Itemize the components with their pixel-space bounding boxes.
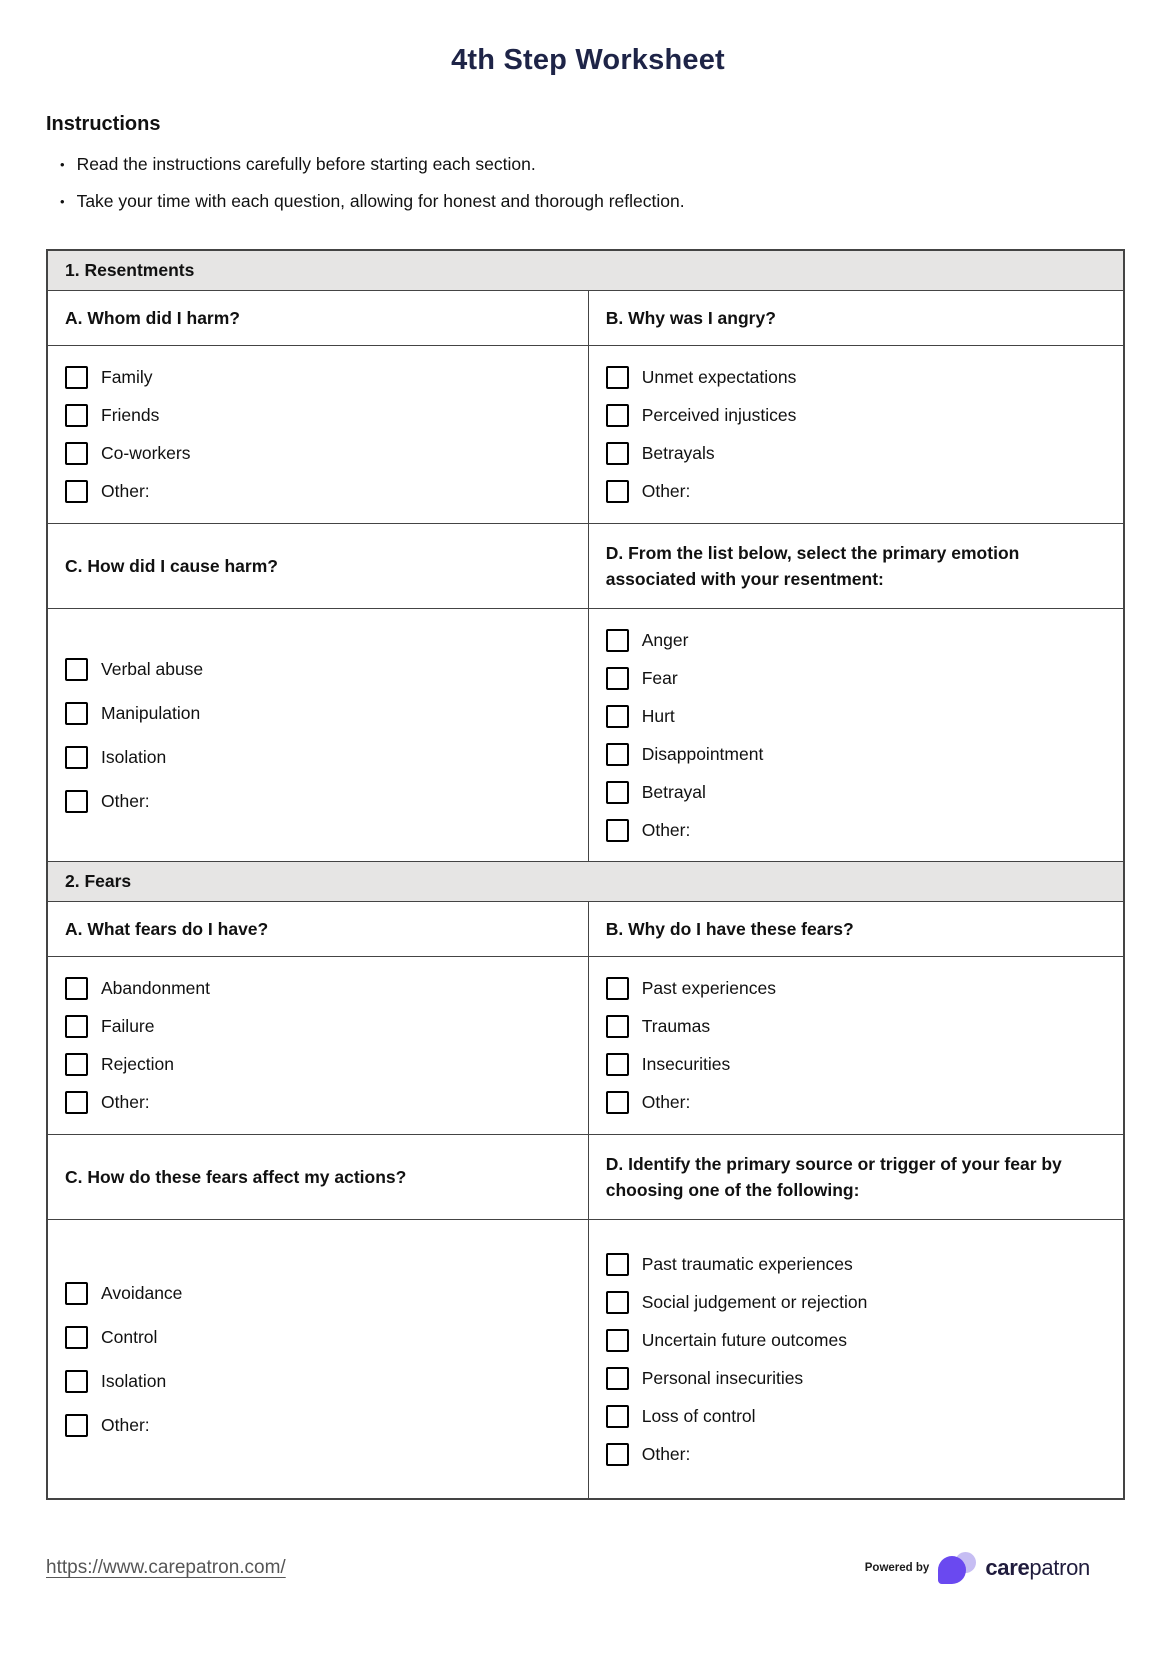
page-title: 4th Step Worksheet — [451, 44, 725, 76]
checkbox[interactable] — [606, 1367, 629, 1390]
checkbox[interactable] — [65, 790, 88, 813]
checkbox[interactable] — [65, 1326, 88, 1349]
checkbox[interactable] — [65, 1414, 88, 1437]
option-label: Friends — [101, 405, 160, 425]
checkbox[interactable] — [606, 781, 629, 804]
checkbox[interactable] — [606, 1015, 629, 1038]
section-header-fears: 2. Fears — [48, 862, 1123, 902]
checkbox[interactable] — [65, 658, 88, 681]
quadrant-c-heading: C. How did I cause harm? — [48, 524, 589, 608]
option-label: Other: — [641, 819, 691, 840]
checkbox-option-other[interactable] — [65, 1091, 571, 1114]
checkbox[interactable] — [606, 1091, 629, 1114]
option-label: Unmet expectations — [641, 367, 797, 387]
page-footer — [46, 1550, 1090, 1586]
checkbox[interactable] — [65, 1282, 88, 1305]
quadrant-d-options — [589, 1220, 1123, 1498]
quadrant-a-heading: A. Whom did I harm? — [48, 291, 589, 345]
option-label: Perceived injustices — [641, 405, 797, 425]
checkbox[interactable] — [65, 366, 88, 389]
quadrant-c-heading: C. How do these fears affect my actions? — [48, 1135, 589, 1219]
option-label: Control — [101, 1326, 158, 1347]
checkbox-option-fear[interactable] — [606, 667, 1106, 690]
checkbox[interactable] — [606, 705, 629, 728]
checkbox[interactable] — [606, 1329, 629, 1352]
resentments-ab-heading-row — [48, 291, 1123, 346]
checkbox[interactable] — [606, 1443, 629, 1466]
fears-cd-heading-row — [48, 1135, 1123, 1220]
bullet-icon: • — [60, 157, 65, 172]
option-label: Betrayal — [641, 781, 706, 802]
checkbox[interactable] — [606, 1405, 629, 1428]
option-label: Hurt — [641, 705, 675, 726]
option-label: Fear — [641, 667, 678, 688]
checkbox[interactable] — [65, 1053, 88, 1076]
instructions-heading: Instructions — [46, 113, 161, 135]
option-label: Social judgement or rejection — [641, 1291, 868, 1312]
checkbox-option-co-workers[interactable] — [65, 442, 571, 465]
checkbox[interactable] — [65, 702, 88, 725]
quadrant-d-options — [589, 609, 1123, 861]
checkbox-option-loss-of-control[interactable] — [606, 1405, 1106, 1428]
section-header-resentments: 1. Resentments — [48, 251, 1123, 291]
instructions-list — [46, 152, 1125, 215]
checkbox-option-isolation[interactable] — [65, 746, 571, 769]
quadrant-c-options — [48, 1220, 589, 1498]
option-label: Other: — [641, 1092, 691, 1113]
checkbox[interactable] — [65, 746, 88, 769]
quadrant-d-heading: D. From the list below, select the primary emotion associated with your resentment: — [605, 542, 1020, 589]
instructions-block — [46, 113, 1125, 215]
checkbox[interactable] — [606, 1053, 629, 1076]
option-label: Isolation — [101, 746, 167, 767]
checkbox-option-rejection[interactable] — [65, 1053, 571, 1076]
checkbox-option-social-judgement[interactable] — [606, 1291, 1106, 1314]
checkbox-option-traumas[interactable] — [606, 1015, 1106, 1038]
option-label: Anger — [641, 629, 689, 650]
option-label: Personal insecurities — [641, 1367, 804, 1388]
instruction-item — [46, 189, 1125, 214]
checkbox[interactable] — [606, 743, 629, 766]
checkbox-option-betrayal[interactable] — [606, 781, 1106, 804]
carepatron-wordmark: carepatron — [985, 1555, 1090, 1581]
checkbox-option-failure[interactable] — [65, 1015, 571, 1038]
checkbox-option-avoidance[interactable] — [65, 1282, 571, 1305]
checkbox-option-friends[interactable] — [65, 404, 571, 427]
option-label: Betrayals — [641, 443, 715, 463]
option-label: Other: — [101, 481, 150, 501]
checkbox[interactable] — [606, 667, 629, 690]
checkbox-option-insecurities[interactable] — [606, 1053, 1106, 1076]
option-label: Family — [101, 367, 153, 387]
option-label: Insecurities — [641, 1054, 731, 1075]
checkbox[interactable] — [65, 1091, 88, 1114]
carepatron-link[interactable]: https://www.carepatron.com/ — [46, 1557, 286, 1579]
checkbox[interactable] — [65, 480, 88, 503]
checkbox-option-uncertain-future[interactable] — [606, 1329, 1106, 1352]
option-label: Other: — [641, 481, 691, 501]
checkbox-option-unmet-expectations[interactable] — [606, 366, 1106, 389]
option-label: Other: — [101, 1414, 150, 1435]
checkbox-option-anger[interactable] — [606, 629, 1106, 652]
option-label: Isolation — [101, 1370, 167, 1391]
checkbox-option-past-traumatic-experiences[interactable] — [606, 1253, 1106, 1276]
checkbox-option-other[interactable] — [606, 480, 1106, 503]
option-label: Failure — [101, 1016, 155, 1037]
option-label: Loss of control — [641, 1405, 756, 1426]
checkbox-option-other[interactable] — [65, 790, 571, 813]
fears-ab-options-row — [48, 957, 1123, 1135]
worksheet-page — [0, 44, 1176, 1674]
checkbox[interactable] — [606, 442, 629, 465]
checkbox[interactable] — [65, 404, 88, 427]
fears-cd-options-row — [48, 1220, 1123, 1498]
quadrant-a-heading: A. What fears do I have? — [48, 902, 589, 956]
quadrant-c-options — [48, 609, 589, 861]
checkbox[interactable] — [606, 629, 629, 652]
checkbox-option-abandonment[interactable] — [65, 977, 571, 1000]
option-label: Traumas — [641, 1016, 711, 1037]
option-label: Other: — [101, 790, 150, 811]
checkbox[interactable] — [606, 819, 629, 842]
checkbox-option-family[interactable] — [65, 366, 571, 389]
option-label: Co-workers — [101, 443, 191, 463]
option-label: Verbal abuse — [101, 658, 204, 679]
quadrant-b-options — [589, 957, 1123, 1134]
instruction-text: Read the instructions carefully before starting each section. — [76, 154, 536, 174]
powered-by-block — [865, 1550, 1090, 1586]
checkbox[interactable] — [65, 1015, 88, 1038]
option-label: Rejection — [101, 1054, 174, 1075]
checkbox-option-control[interactable] — [65, 1326, 571, 1349]
checkbox[interactable] — [606, 1253, 629, 1276]
checkbox[interactable] — [606, 480, 629, 503]
checkbox[interactable] — [65, 977, 88, 1000]
checkbox-option-betrayals[interactable] — [606, 442, 1106, 465]
checkbox[interactable] — [65, 442, 88, 465]
quadrant-b-heading: B. Why was I angry? — [605, 307, 776, 328]
worksheet-table — [46, 249, 1125, 1501]
checkbox-option-other[interactable] — [65, 480, 571, 503]
option-label: Other: — [641, 1443, 691, 1464]
option-label: Avoidance — [101, 1282, 183, 1303]
checkbox[interactable] — [606, 977, 629, 1000]
quadrant-d-heading: D. Identify the primary source or trigger of your fear by choosing one of the following: — [605, 1154, 1062, 1201]
checkbox[interactable] — [606, 366, 629, 389]
checkbox-option-isolation[interactable] — [65, 1370, 571, 1393]
option-label: Uncertain future outcomes — [641, 1329, 847, 1350]
instruction-item — [46, 152, 1125, 177]
checkbox-option-verbal-abuse[interactable] — [65, 658, 571, 681]
resentments-cd-heading-row — [48, 524, 1123, 609]
instruction-text: Take your time with each question, allowing for honest and thorough reflection. — [76, 191, 685, 212]
checkbox[interactable] — [606, 404, 629, 427]
fears-ab-heading-row — [48, 902, 1123, 957]
checkbox-option-other[interactable] — [606, 819, 1106, 842]
quadrant-a-options — [48, 346, 589, 523]
option-label: Abandonment — [101, 978, 210, 999]
checkbox-option-past-experiences[interactable] — [606, 977, 1106, 1000]
resentments-ab-options-row — [48, 346, 1123, 524]
resentments-cd-options-row — [48, 609, 1123, 862]
checkbox-option-perceived-injustices[interactable] — [606, 404, 1106, 427]
checkbox-option-personal-insecurities[interactable] — [606, 1367, 1106, 1390]
option-label: Other: — [101, 1092, 150, 1113]
checkbox-option-manipulation[interactable] — [65, 702, 571, 725]
checkbox-option-hurt[interactable] — [606, 705, 1106, 728]
option-label: Disappointment — [641, 743, 764, 764]
quadrant-b-options — [589, 346, 1123, 523]
checkbox-option-other[interactable] — [65, 1414, 571, 1437]
checkbox-option-other[interactable] — [606, 1443, 1106, 1466]
option-label: Past traumatic experiences — [641, 1253, 853, 1274]
logo-blob-dark — [938, 1556, 966, 1584]
checkbox-option-disappointment[interactable] — [606, 743, 1106, 766]
quadrant-b-heading: B. Why do I have these fears? — [605, 919, 854, 939]
option-label: Manipulation — [101, 702, 201, 723]
carepatron-logo-icon — [938, 1550, 976, 1586]
option-label: Past experiences — [641, 978, 776, 999]
powered-by-label: Powered by — [864, 1562, 930, 1575]
bullet-icon: • — [60, 194, 65, 210]
checkbox-option-other[interactable] — [606, 1091, 1106, 1114]
checkbox[interactable] — [65, 1370, 88, 1393]
checkbox[interactable] — [606, 1291, 629, 1314]
quadrant-a-options — [48, 957, 589, 1134]
